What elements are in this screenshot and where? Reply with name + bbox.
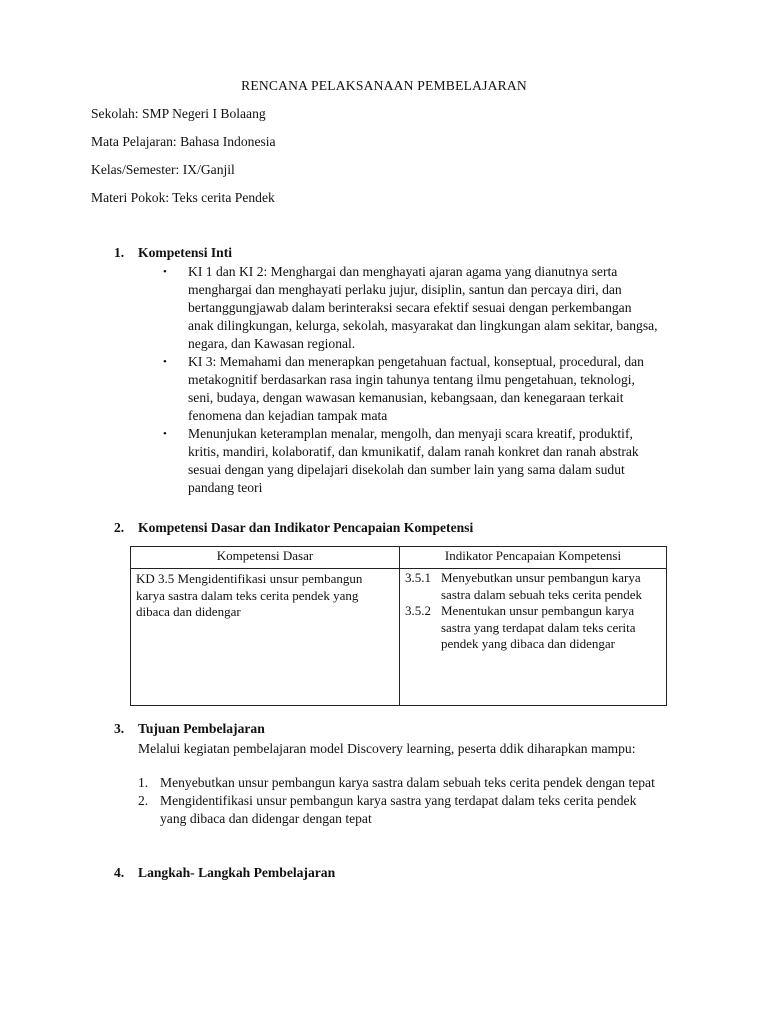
- table-row: [131, 569, 667, 706]
- bullet-icon: •: [163, 266, 167, 278]
- kd-cell: KD 3.5 Mengidentifikasi unsur pembangun karya sastra dalam teks cerita pendek yang dibaca dan didengar: [131, 569, 400, 706]
- section-heading-text: Tujuan Pembelajaran: [138, 721, 265, 736]
- list-number: 2.: [138, 793, 149, 808]
- list-number: 1.: [138, 775, 149, 790]
- column-header: Indikator Pencapaian Kompetensi: [400, 547, 667, 569]
- list-item-text: Menunjukan keteramplan menalar, mengolh, dan menyaji scara kreatif, produktif, kritis, mandiri, kolaboratif, dan kmunikatif, dalam ranah konkret dan ranah abstrak sesuai dengan yang dipelajari disekolah dan sumber lain yang sama dalam sudut pandang teori: [188, 426, 639, 495]
- meta-kelas-semester: Kelas/Semester: IX/Ganjil: [91, 162, 235, 177]
- indikator-number: 3.5.1: [405, 570, 431, 585]
- column-header: Kompetensi Dasar: [131, 547, 400, 569]
- list-item: [160, 353, 660, 425]
- section-heading-kompetensi-dasar: [114, 519, 473, 537]
- bullet-icon: •: [163, 356, 167, 368]
- list-item: [138, 792, 658, 828]
- tujuan-intro: Melalui kegiatan pembelajaran model Discovery learning, peserta ddik diharapkan mampu:: [138, 741, 636, 756]
- table-header-row: [131, 547, 667, 569]
- indikator-text: Menentukan unsur pembangun karya sastra yang terdapat dalam teks cerita pendek yang dibaca dan didengar: [441, 603, 636, 651]
- list-item: [160, 263, 660, 353]
- indikator-number: 3.5.2: [405, 603, 431, 618]
- section-heading-text: Kompetensi Dasar dan Indikator Pencapaian Kompetensi: [138, 520, 474, 535]
- list-item: [138, 774, 658, 792]
- meta-sekolah: Sekolah: SMP Negeri I Bolaang: [91, 106, 266, 121]
- meta-materi-pokok: Materi Pokok: Teks cerita Pendek: [91, 190, 275, 205]
- section-heading-tujuan: [114, 720, 265, 738]
- section-heading-text: Kompetensi Inti: [138, 245, 233, 260]
- indikator-item: [405, 603, 661, 653]
- list-item: [160, 425, 660, 497]
- indikator-text: Menyebutkan unsur pembangun karya sastra dalam sebuah teks cerita pendek: [441, 570, 643, 602]
- section-heading-text: Langkah- Langkah Pembelajaran: [138, 865, 336, 880]
- indikator-cell: [400, 569, 667, 706]
- section-number: 4.: [114, 865, 125, 880]
- list-item-text: Mengidentifikasi unsur pembangun karya sastra yang terdapat dalam teks cerita pendek yang dibaca dan didengar dengan tepat: [160, 793, 637, 826]
- section-number: 1.: [114, 245, 125, 260]
- section-number: 3.: [114, 721, 125, 736]
- section-heading-langkah: [114, 864, 335, 882]
- kompetensi-table: [130, 546, 667, 706]
- bullet-icon: •: [163, 428, 167, 440]
- tujuan-list: [138, 774, 658, 828]
- list-item-text: KI 3: Memahami dan menerapkan pengetahuan factual, konseptual, procedural, dan metakognitif berdasarkan rasa ingin tahunya tentang ilmu pengetahuan, teknologi, seni, budaya, dengan wawasan kemanusian, kebangsaan, dan kenegaraan terkait fenomena dan kejadian tampak mata: [188, 354, 644, 423]
- indikator-item: [405, 570, 661, 603]
- meta-mata-pelajaran: Mata Pelajaran: Bahasa Indonesia: [91, 134, 276, 149]
- list-item-text: KI 1 dan KI 2: Menghargai dan menghayati ajaran agama yang dianutnya serta menghargai dan menghayati perlaku jujur, disiplin, santun dan percaya diri, dan bertanggungjawab dalam berinteraksi secara efektif sesuai dengan perkembangan anak dilingkungan, kelurga, sekolah, masyarakat dan lingkungan alam sekitar, bangsa, negara, dan Kawasan regional.: [188, 264, 658, 351]
- kompetensi-inti-list: [160, 263, 660, 497]
- list-item-text: Menyebutkan unsur pembangun karya sastra dalam sebuah teks cerita pendek dengan tepat: [160, 775, 655, 790]
- document-title: RENCANA PELAKSANAAN PEMBELAJARAN: [241, 78, 527, 93]
- section-number: 2.: [114, 520, 125, 535]
- section-heading-kompetensi-inti: [114, 244, 232, 262]
